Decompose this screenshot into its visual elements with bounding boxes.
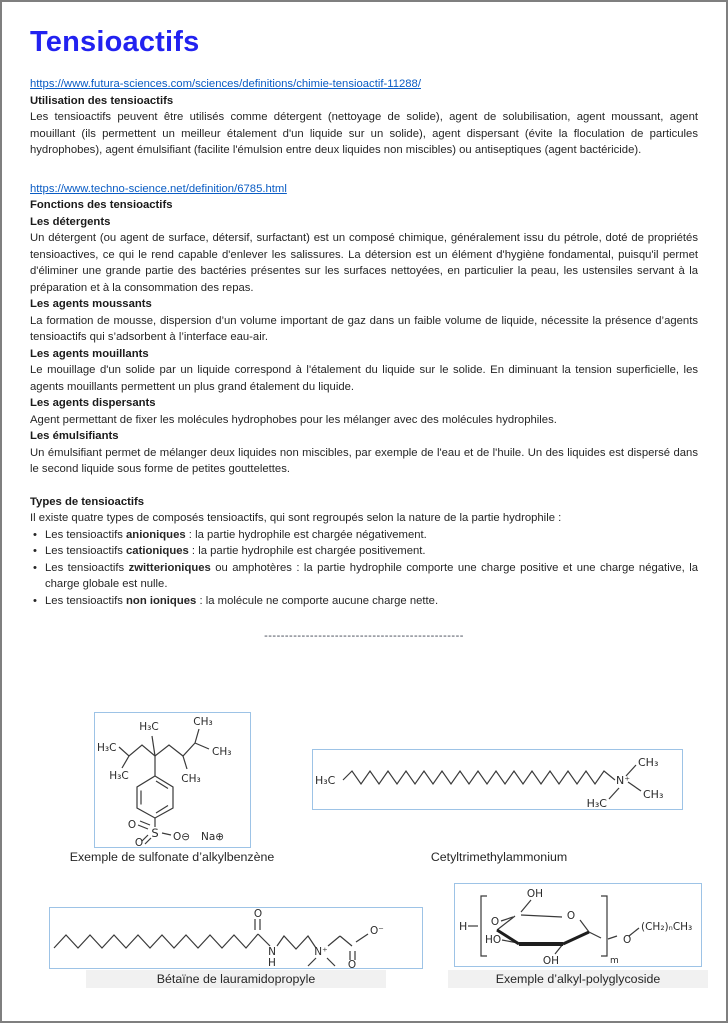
paragraph-utilisation: Les tensioactifs peuvent être utilisés comme détergent (nettoyage de solide), agent de solubilisation, agent moussant, agent mouillant (ils permettent un meilleur étalement d'un liquide sur un solide), agent dispersant (évite la floculation de particules hydrophobes), agent émulsifiant (facilite l'émulsion entre deux liquides non miscibles) ou antiseptiques (agent bactéricide). <box>30 111 698 156</box>
heading-moussants: Les agents moussants <box>30 298 152 310</box>
carbonyl-oxygen-label: O <box>253 908 263 920</box>
betaine-atom-labels <box>254 908 384 968</box>
betaine-bonds <box>54 919 368 966</box>
caption-cetyl: Cetyltrimethylammonium <box>430 850 568 864</box>
sulfonate-structure-diagram <box>95 713 250 847</box>
ch3-label: CH₃ <box>212 746 232 758</box>
bullet-bold: cationiques <box>126 545 189 557</box>
paragraph-mouillants: Le mouillage d'un solide par un liquide correspond à l'étalement du liquide sur le solide. En diminuant la tension superficielle, les agents mouillants permettent un plus grand étalement du liquide. <box>30 364 698 393</box>
bullet-post: : la molécule ne comporte aucune charge nette. <box>196 594 439 607</box>
bullet-post: : la partie hydrophile est chargée négativement. <box>185 528 427 541</box>
heading-detergents: Les détergents <box>30 215 111 228</box>
carbonyl-oxygen-label: O <box>347 959 357 968</box>
oxygen-anion-label: O⊖ <box>173 831 191 843</box>
bullet-glyph: • <box>33 594 37 607</box>
bullet-pre: Les tensioactifs <box>45 561 129 574</box>
ch3-label: CH₃ <box>193 716 213 728</box>
glycoside-structure-diagram <box>455 884 701 966</box>
ch3-label: CH₃ <box>181 773 201 785</box>
bullet-glyph: • <box>33 545 37 557</box>
hydroxyl-label: OH <box>542 955 560 966</box>
types-intro: Il existe quatre types de composés tensioactifs, qui sont regroupés selon la nature de la partie hydrophile : <box>30 512 562 524</box>
bullet-bold: non ioniques <box>126 594 197 607</box>
amide-hydrogen-label: H <box>268 957 276 968</box>
figures-area <box>32 702 700 1002</box>
repeat-subscript-label: m <box>610 956 619 966</box>
hydroxyl-label: OH <box>526 888 544 900</box>
h3c-label: H₃C <box>139 721 159 733</box>
ammonium-label: N⁺ <box>616 774 631 787</box>
glycoside-atom-labels <box>459 888 692 966</box>
h3c-label: H₃C <box>97 742 117 754</box>
ring-oxygen-label: O <box>566 910 576 922</box>
bullet-glyph: • <box>33 528 37 541</box>
figure-glycoside-box <box>454 883 702 967</box>
heading-types: Types de tensioactifs <box>30 495 145 508</box>
carboxylate-oxygen-label: O⁻ <box>370 925 384 937</box>
techno-science-link[interactable]: https://www.techno-science.net/definition/6785.html <box>30 182 287 195</box>
amide-nitrogen-label: N <box>268 946 276 958</box>
oxygen-label: O <box>623 934 632 946</box>
bullet-post: : la partie hydrophile est chargée positivement. <box>188 545 426 557</box>
heading-utilisation: Utilisation des tensioactifs <box>30 94 174 107</box>
paragraph-moussants: La formation de mousse, dispersion d’un volume important de gaz dans un faible volume de liquide, nécessite la présence d’agents tensioactifs qui s’adsorbent à l’interface eau-air. <box>30 314 698 343</box>
figure-sulfonate-box <box>94 712 251 848</box>
types-section <box>30 494 698 610</box>
betaine-structure-diagram <box>50 908 422 968</box>
ch3-label: CH₃ <box>643 788 664 801</box>
heading-fonctions: Fonctions des tensioactifs <box>30 199 173 211</box>
oxygen-label: O <box>127 819 137 831</box>
hydroxyl-label: HO <box>485 934 502 946</box>
sulfur-label: S <box>151 826 159 840</box>
heading-dispersants: Les agents dispersants <box>30 397 156 409</box>
bullet-pre: Les tensioactifs <box>45 594 127 607</box>
bullet-post: ou amphotères : la partie hydrophile comporte une charge positive et une charge négative, la charge globale est nulle. <box>45 561 698 590</box>
alkyl-chain-label: (CH₂)ₙCH₃ <box>641 921 693 933</box>
h3c-label: H₃C <box>586 797 607 809</box>
page-title: Tensioactifs <box>30 26 200 58</box>
bullet-bold: zwitterioniques <box>128 561 211 574</box>
bullet-non-ioniques <box>30 593 698 610</box>
h3c-label: H₃C <box>315 774 336 787</box>
link-line-2 <box>30 179 698 198</box>
oxygen-label: O <box>490 916 500 928</box>
hydrogen-label: H <box>459 920 468 933</box>
bullet-zwitterioniques <box>30 560 698 593</box>
dashed-separator: ------------------------------------------------ <box>264 630 464 642</box>
caption-betaine: Bétaïne de lauramidopropyle <box>86 970 386 988</box>
bullet-cationiques <box>30 543 698 560</box>
bullet-anioniques <box>30 527 698 544</box>
bullet-glyph: • <box>33 561 37 574</box>
cetyl-structure-diagram <box>313 750 682 809</box>
link-line-1 <box>30 74 698 93</box>
h3c-label: H₃C <box>109 770 129 782</box>
bullet-pre: Les tensioactifs <box>45 528 127 541</box>
paragraph-detergents: Un détergent (ou agent de surface, détersif, surfactant) est un composé chimique, généralement issu du pétrole, doté de propriétés tensioactives, ce qui le rend capable d'enlever les salissures. La détersion est un élément d'hygiène fondamental, puisqu'il permet d'éliminer une grande partie des bactéries présentes sur les surfaces nettoyées, en particulier la peau, les ustensiles servant à la préparation et à la consommation des repas. <box>30 232 698 294</box>
paragraph-emulsifiants: Un émulsifiant permet de mélanger deux liquides non miscibles, par exemple de l'eau et de l'huile. Un des liquides est dispersé dans le second liquide sous forme de petites gouttelettes. <box>30 446 698 475</box>
ch3-label: CH₃ <box>638 756 659 769</box>
heading-mouillants: Les agents mouillants <box>30 347 149 360</box>
bullet-bold: anioniques <box>126 528 186 541</box>
heading-emulsifiants: Les émulsifiants <box>30 430 119 442</box>
sodium-cation-label: Na⊕ <box>201 831 225 843</box>
ammonium-label: N⁺ <box>314 946 328 958</box>
cetyl-bonds <box>343 765 641 799</box>
paragraph-dispersants: Agent permettant de fixer les molécules hydrophobes pour les mélanger avec des molécules hydrophiles. <box>30 413 557 426</box>
cetyl-atom-labels <box>315 756 663 809</box>
futura-sciences-link[interactable]: https://www.futura-sciences.com/sciences/definitions/chimie-tensioactif-11288/ <box>30 78 421 90</box>
figure-cetyl-box <box>312 749 683 810</box>
caption-glycoside: Exemple d’alkyl-polyglycoside <box>448 970 708 988</box>
caption-sulfonate: Exemple de sulfonate d’alkylbenzène <box>69 850 275 864</box>
figure-betaine-box <box>49 907 423 969</box>
bullet-pre: Les tensioactifs <box>45 545 127 557</box>
oxygen-label: O <box>134 837 144 847</box>
